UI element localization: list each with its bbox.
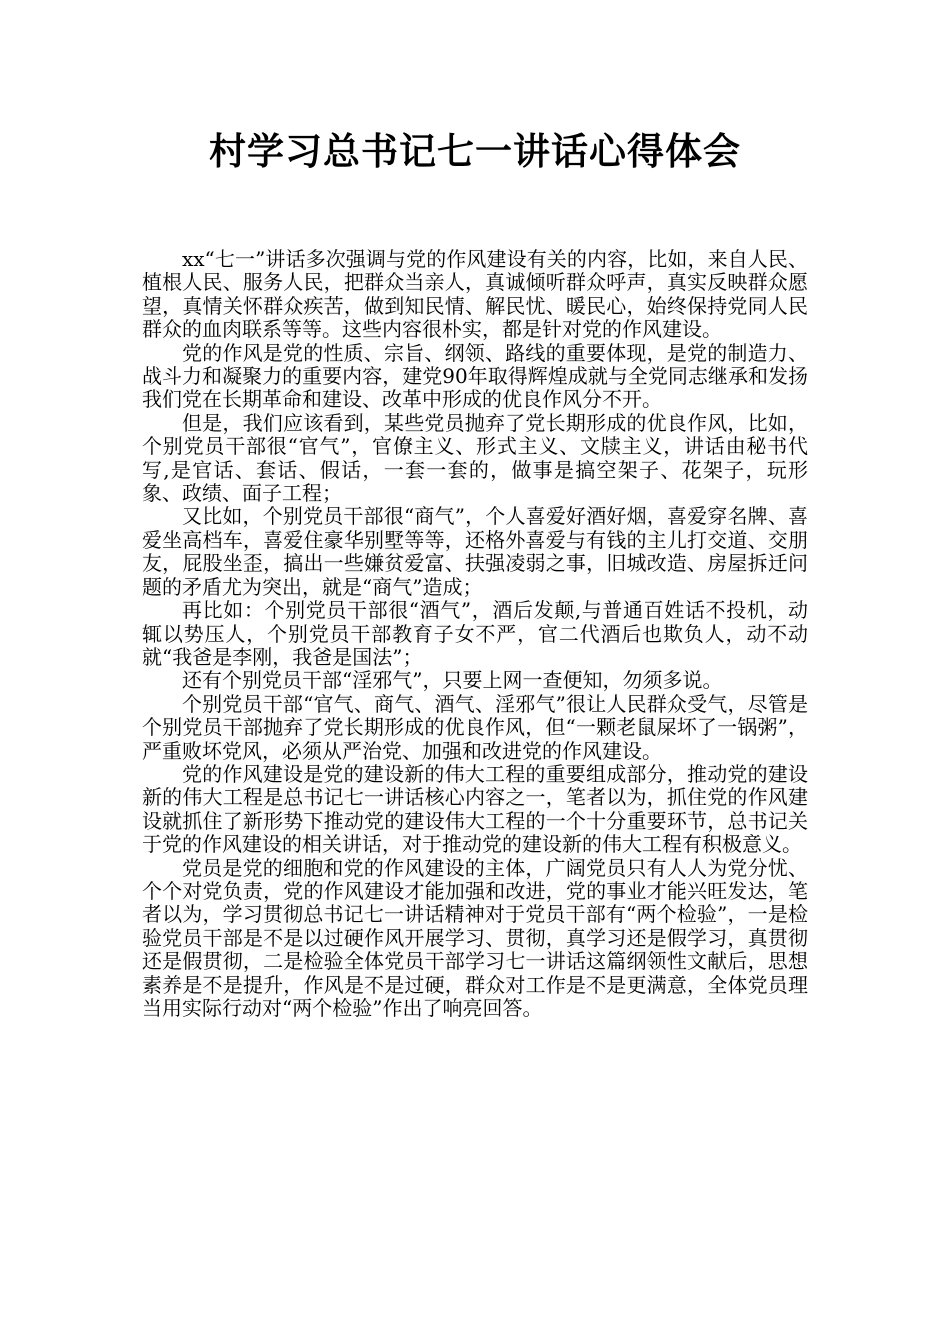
paragraph-2: 党的作风是党的性质、宗旨、纲领、路线的重要体现，是党的制造力、战斗力和凝聚力的重要内容，建党90年取得辉煌成就与全党同志继承和发扬我们党在长期革命和建设、改革中形成的优良作风分不开。: [142, 340, 808, 412]
paragraph-3: 但是，我们应该看到，某些党员抛弃了党长期形成的优良作风，比如，个别党员干部很“官气”，官僚主义、形式主义、文牍主义，讲话由秘书代写,是官话、套话、假话，一套一套的，做事是搞空架子、花架子，玩形象、政绩、面子工程；: [142, 410, 808, 506]
paragraph-1: xx“七一”讲话多次强调与党的作风建设有关的内容，比如，来自人民、植根人民、服务人民，把群众当亲人，真诚倾听群众呼声，真实反映群众愿望，真情关怀群众疾苦，做到知民情、解民忧、暖民心，始终保持党同人民群众的血肉联系等等。这些内容很朴实，都是针对党的作风建设。: [142, 247, 808, 342]
document-body: [142, 248, 808, 1020]
paragraph-5: 再比如：个别党员干部很“酒气”，酒后发颠,与普通百姓话不投机，动辄以势压人，个别党员干部教育子女不严，官二代酒后也欺负人，动不动就“我爸是李刚，我爸是国法”；: [142, 598, 808, 669]
paragraph-9: 党员是党的细胞和党的作风建设的主体，广阔党员只有人人为党分忧、个个对党负责，党的作风建设才能加强和改进，党的事业才能兴旺发达，笔者以为，学习贯彻总书记七一讲话精神对于党员干部有“两个检验”，一是检验党员干部是不是以过硬作风开展学习、贯彻，真学习还是假学习，真贯彻还是假贯彻，二是检验全体党员干部学习七一讲话这篇纲领性文献后，思想素养是不是提升，作风是不是过硬，群众对工作是不是更满意，全体党员理当用实际行动对“两个检验”作出了响亮回答。: [142, 855, 808, 1020]
document-title: 村学习总书记七一讲话心得体会: [209, 130, 741, 173]
paragraph-6: 还有个别党员干部“淫邪气”，只要上网一查便知，勿须多说。: [182, 668, 723, 693]
paragraph-7: 个别党员干部“官气、商气、酒气、淫邪气”很让人民群众受气，尽管是个别党员干部抛弃了党长期形成的优良作风，但“一颗老鼠屎坏了一锅粥”，严重败坏党风，必须从严治党、加强和改进党的作风建设。: [142, 691, 808, 763]
paragraph-4: 又比如，个别党员干部很“商气”，个人喜爱好酒好烟，喜爱穿名牌、喜爱坐高档车，喜爱住豪华别墅等等，还格外喜爱与有钱的主儿打交道、交朋友，屁股坐歪，搞出一些嫌贫爱富、扶强凌弱之事，旧城改造、房屋拆迁问题的矛盾尤为突出，就是“商气”造成；: [142, 504, 808, 599]
paragraph-8: 党的作风建设是党的建设新的伟大工程的重要组成部分，推动党的建设新的伟大工程是总书记七一讲话核心内容之一，笔者以为，抓住党的作风建设就抓住了新形势下推动党的建设伟大工程的一个十分重要环节，总书记关于党的作风建设的相关讲话，对于推动党的建设新的伟大工程有积极意义。: [142, 761, 808, 857]
